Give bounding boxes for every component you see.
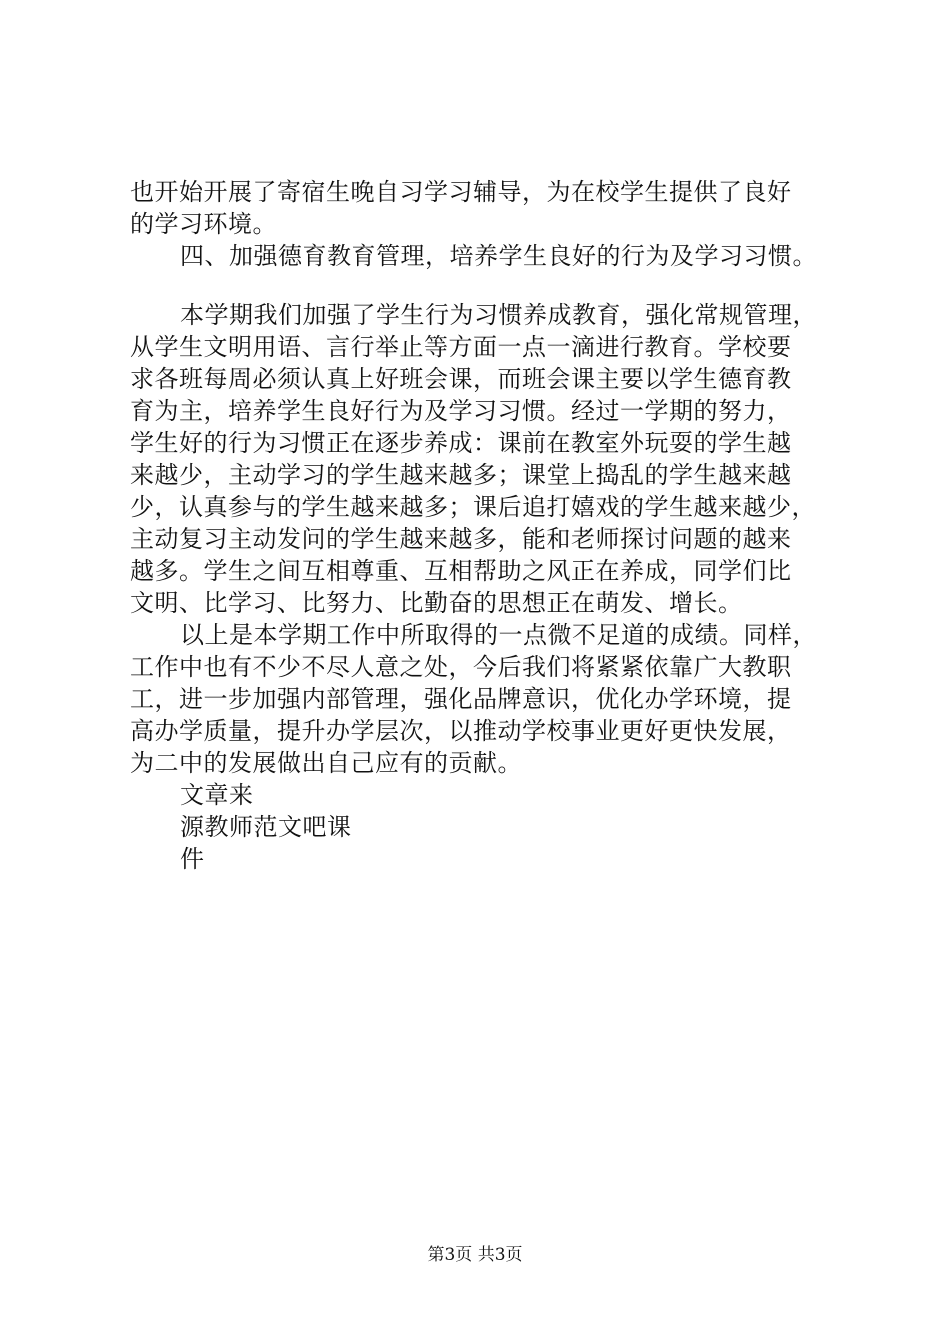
text-line: 的学习环境。 (130, 210, 277, 238)
text-line: 高办学质量，提升办学层次，以推动学校事业更好更快发展， (130, 717, 792, 745)
text-line: 少，认真参与的学生越来越多；课后追打嬉戏的学生越来越少， (130, 493, 816, 521)
page-number-footer: 第3页 共3页 (427, 1245, 523, 1265)
text-line: 学生好的行为习惯正在逐步养成：课前在教室外玩耍的学生越 (130, 429, 792, 457)
text-line: 工作中也有不少不尽人意之处，今后我们将紧紧依靠广大教职 (130, 653, 792, 681)
source-note-line: 源教师范文吧课 (180, 813, 352, 841)
text-line: 来越少，主动学习的学生越来越多；课堂上捣乱的学生越来越 (130, 461, 792, 489)
text-line: 求各班每周必须认真上好班会课，而班会课主要以学生德育教 (130, 365, 792, 393)
text-line: 从学生文明用语、言行举止等方面一点一滴进行教育。学校要 (130, 333, 792, 361)
text-line: 文明、比学习、比努力、比勤奋的思想正在萌发、增长。 (130, 589, 743, 617)
source-note-line: 文章来 (180, 781, 254, 809)
text-line: 也开始开展了寄宿生晚自习学习辅导，为在校学生提供了良好 (130, 178, 792, 206)
text-line: 主动复习主动发问的学生越来越多，能和老师探讨问题的越来 (130, 525, 792, 553)
text-line: 工，进一步加强内部管理，强化品牌意识，优化办学环境，提 (130, 685, 792, 713)
text-line: 本学期我们加强了学生行为习惯养成教育，强化常规管理， (180, 301, 817, 329)
source-note-line: 件 (180, 845, 205, 873)
text-line: 以上是本学期工作中所取得的一点微不足道的成绩。同样， (180, 621, 817, 649)
text-line: 育为主，培养学生良好行为及学习习惯。经过一学期的努力， (130, 397, 792, 425)
section-heading: 四、加强德育教育管理，培养学生良好的行为及学习习惯。 (180, 242, 817, 270)
text-line: 为二中的发展做出自己应有的贡献。 (130, 749, 522, 777)
text-line: 越多。学生之间互相尊重、互相帮助之风正在养成，同学们比 (130, 557, 792, 585)
